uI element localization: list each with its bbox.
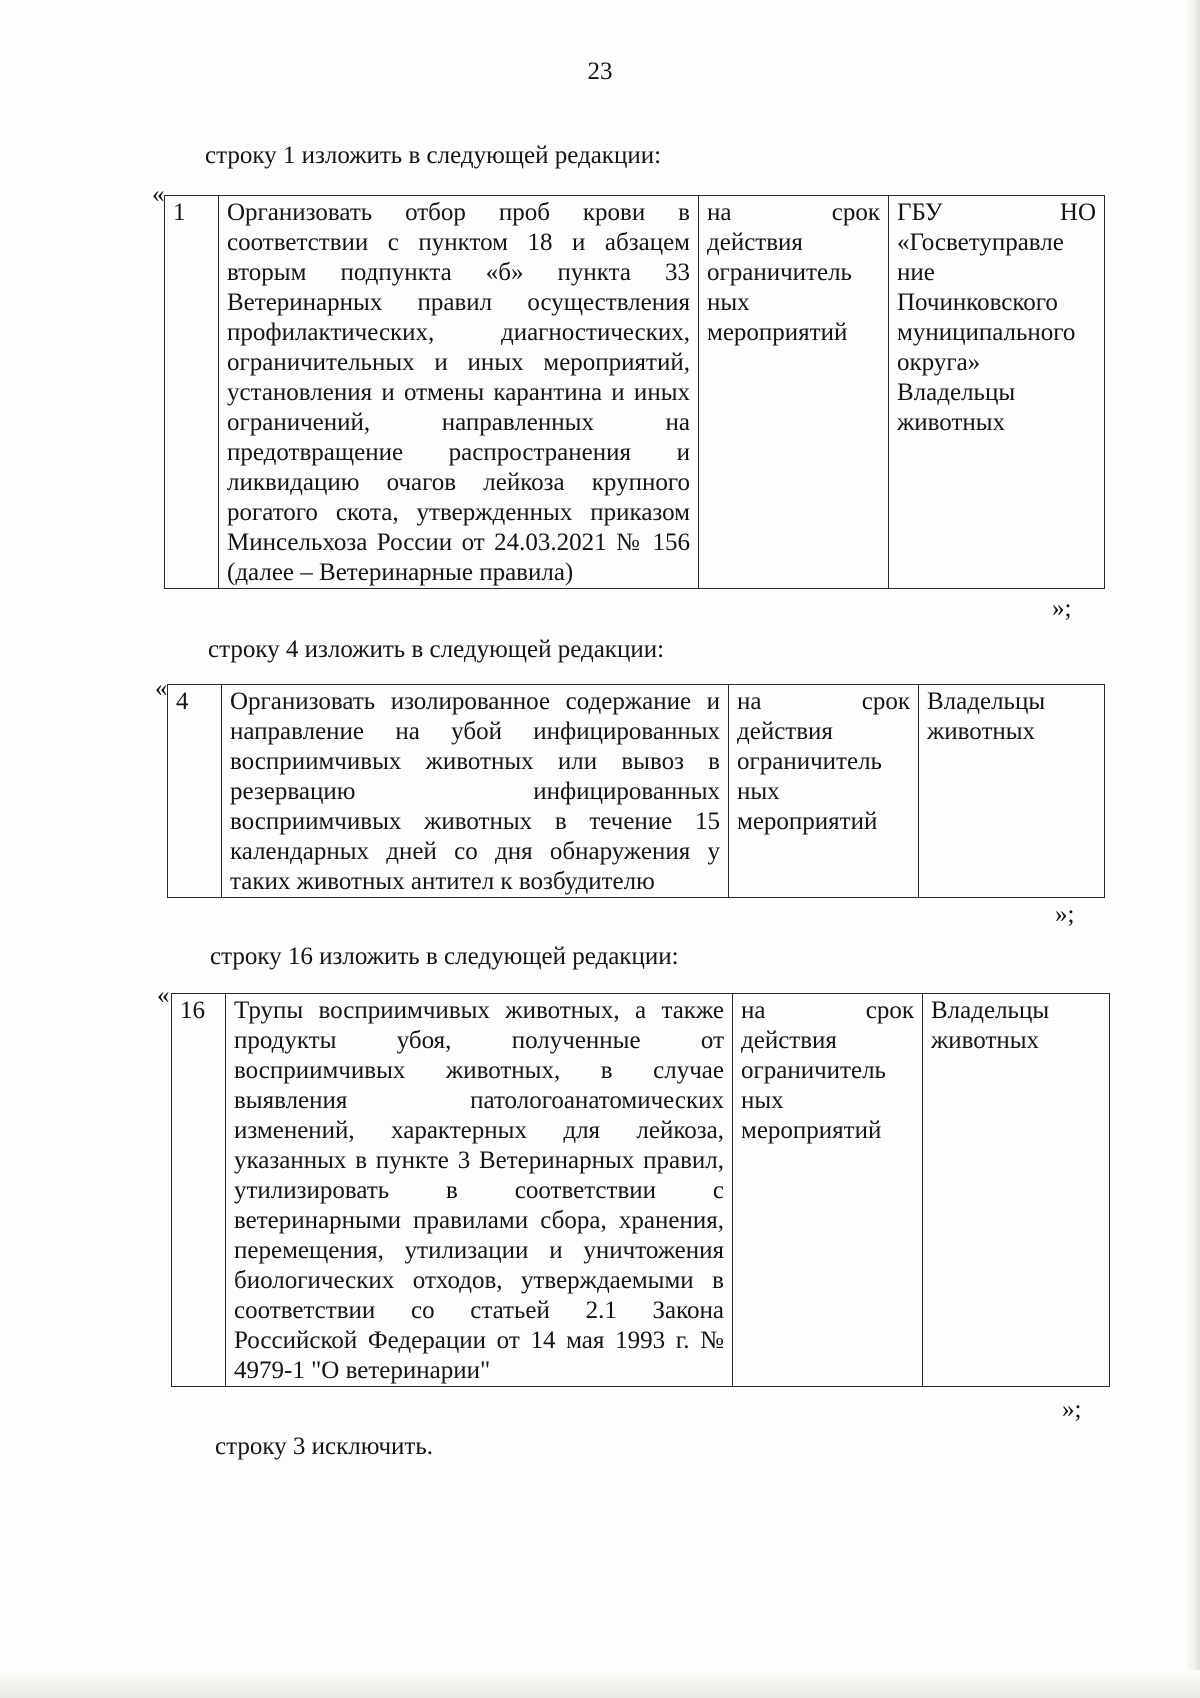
term-cell	[729, 685, 919, 898]
responsible-word-a: Владельцы	[931, 997, 1050, 1024]
term-text: действия ограничитель ных мероприятий	[737, 718, 882, 835]
instruction-row-16: строку 16 изложить в следующей редакции:	[210, 943, 679, 970]
measure-text: Трупы восприимчивых животных, а также продукты убоя, полученные от восприимчивых животных, в случае выявления патологоанатомических изменений, характерных для лейкоза, указанных в пункте 3 Ветеринарных правил, утилизировать в соответствии с ветеринарными правилами сбора, хранения, перемещения, утилизации и уничтожения биологических отходов, утверждаемыми в соответствии со статьей 2.1 Закона Российской Федерации от 14 мая 1993 г. № 4979-1 "О ветеринарии"	[226, 994, 733, 1387]
responsible-word-b: НО	[1059, 199, 1096, 226]
responsible-word-a: Владельцы	[927, 688, 1046, 715]
term-text: действия ограничитель ных мероприятий	[741, 1027, 886, 1144]
term-word-b: срок	[861, 688, 910, 715]
responsible-cell	[923, 994, 1110, 1387]
page-number: 23	[587, 58, 613, 85]
responsible-text: «Госветуправле ние Починковского муниципального округа» Владельцы животных	[897, 229, 1076, 436]
responsible-cell	[919, 685, 1105, 898]
open-quote: «	[157, 982, 170, 1009]
table-row	[172, 994, 1110, 1387]
measure-text: Организовать отбор проб крови в соответствии с пунктом 18 и абзацем вторым подпункта «б» пункта 33 Ветеринарных правил осуществления профилактических, диагностических, ограничительных и иных мероприятий, установления и отмены карантина и иных ограничений, направленных на предотвращение распространения и ликвидацию очагов лейкоза крупного рогатого скота, утвержденных приказом Минсельхоза России от 24.03.2021 № 156 (далее – Ветеринарные правила)	[219, 196, 699, 589]
term-text: действия ограничитель ных мероприятий	[707, 229, 852, 346]
responsible-word-a: ГБУ	[897, 199, 943, 226]
open-quote: «	[155, 675, 168, 702]
responsible-text: животных	[931, 1027, 1040, 1054]
amendment-table-row-1	[164, 195, 1105, 589]
term-word-b: срок	[865, 997, 914, 1024]
term-word-a: на	[741, 997, 766, 1024]
close-quote: »;	[1062, 1396, 1082, 1423]
term-word-b: срок	[831, 199, 880, 226]
term-word-a: на	[737, 688, 762, 715]
row-number: 1	[165, 196, 219, 589]
term-cell	[733, 994, 923, 1387]
instruction-row-1: строку 1 изложить в следующей редакции:	[205, 142, 662, 169]
measure-text: Организовать изолированное содержание и направление на убой инфицированных восприимчивых животных или вывоз в резервацию инфицированных восприимчивых животных в течение 15 календарных дней со дня обнаружения у таких животных антител к возбудителю	[222, 685, 729, 898]
amendment-table-row-16	[171, 993, 1110, 1387]
table-row	[165, 196, 1105, 589]
row-number: 4	[168, 685, 222, 898]
close-quote: »;	[1055, 901, 1075, 928]
term-cell	[699, 196, 889, 589]
instruction-row-4: строку 4 изложить в следующей редакции:	[208, 636, 665, 663]
instruction-exclude-row-3: строку 3 исключить.	[215, 1433, 433, 1460]
responsible-text: животных	[927, 718, 1036, 745]
close-quote: »;	[1052, 595, 1072, 622]
table-row	[168, 685, 1105, 898]
open-quote: «	[152, 181, 165, 208]
amendment-table-row-4	[167, 684, 1105, 898]
term-word-a: на	[707, 199, 732, 226]
responsible-cell	[889, 196, 1105, 589]
scan-edge-shadow	[1186, 0, 1200, 1698]
row-number: 16	[172, 994, 226, 1387]
scan-bottom-shadow	[0, 1670, 1200, 1698]
